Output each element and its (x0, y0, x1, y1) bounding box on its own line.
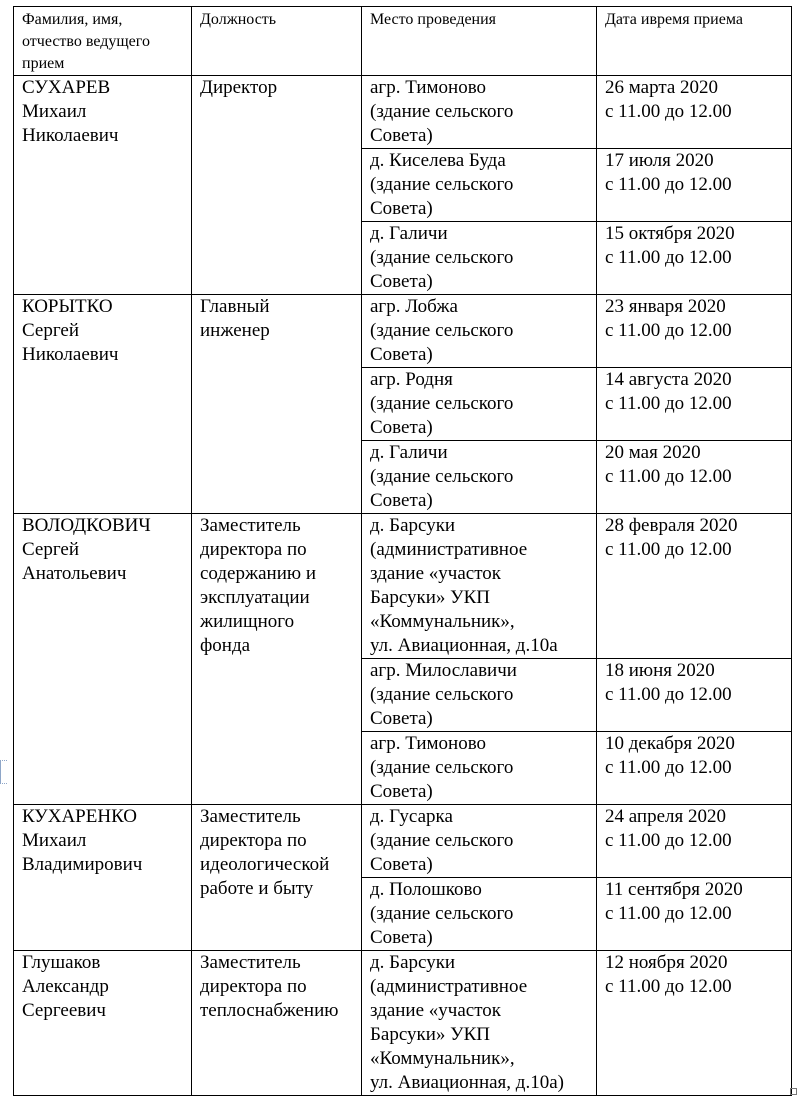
header-datetime-text: Дата ивремя приема (605, 11, 743, 28)
table-header (14, 7, 792, 76)
session-date: 18 июня 2020 с 11.00 до 12.00 (605, 660, 732, 705)
official-position: Главный инженер (200, 296, 270, 341)
session-date-cell (597, 295, 792, 368)
session-date: 10 декабря 2020 с 11.00 до 12.00 (605, 733, 735, 778)
session-date-cell (597, 732, 792, 805)
header-row (14, 7, 792, 76)
official-name-cell (14, 951, 192, 1096)
session-date-cell (597, 878, 792, 951)
official-position: Заместитель директора по содержанию и эксплуатации жилищного фонда (200, 515, 316, 656)
official-position-cell (192, 76, 362, 295)
session-date: 26 марта 2020 с 11.00 до 12.00 (605, 77, 732, 122)
session-place: д. Галичи (здание сельского Совета) (370, 442, 514, 511)
session-place-cell (362, 149, 597, 222)
session-date-cell (597, 514, 792, 659)
official-position-cell (192, 295, 362, 514)
table-row (14, 295, 792, 368)
session-date-cell (597, 368, 792, 441)
header-position (192, 7, 362, 76)
session-place-cell (362, 951, 597, 1096)
table-body (14, 76, 792, 1096)
session-place-cell (362, 878, 597, 951)
session-date-cell (597, 805, 792, 878)
session-date: 23 января 2020 с 11.00 до 12.00 (605, 296, 732, 341)
session-date-cell (597, 441, 792, 514)
session-date: 15 октября 2020 с 11.00 до 12.00 (605, 223, 735, 268)
session-place: д. Полошково (здание сельского Совета) (370, 879, 514, 948)
session-date-cell (597, 76, 792, 149)
header-place (362, 7, 597, 76)
session-place-cell (362, 514, 597, 659)
table-row (14, 514, 792, 659)
session-place: агр. Тимоново (здание сельского Совета) (370, 77, 514, 146)
session-place-cell (362, 368, 597, 441)
session-date: 17 июля 2020 с 11.00 до 12.00 (605, 150, 732, 195)
official-position-cell (192, 514, 362, 805)
session-date: 14 августа 2020 с 11.00 до 12.00 (605, 369, 732, 414)
reception-schedule-table (13, 6, 792, 1096)
table-row (14, 76, 792, 149)
official-name: ВОЛОДКОВИЧ Сергей Анатольевич (22, 515, 151, 584)
session-place: д. Барсуки (административное здание «участок Барсуки» УКП «Коммунальник», ул. Авиационная, д.10а (370, 515, 558, 656)
header-place-text: Место проведения (370, 11, 497, 28)
session-place: агр. Родня (здание сельского Совета) (370, 369, 514, 438)
session-place: д. Киселева Буда (здание сельского Совета) (370, 150, 514, 219)
official-position: Заместитель директора по теплоснабжению (200, 952, 339, 1021)
session-place: д. Гусарка (здание сельского Совета) (370, 806, 514, 875)
table-row (14, 805, 792, 878)
official-name-cell (14, 295, 192, 514)
official-position-cell (192, 805, 362, 951)
session-place-cell (362, 295, 597, 368)
session-date: 20 мая 2020 с 11.00 до 12.00 (605, 442, 732, 487)
session-place: д. Барсуки (административное здание «участок Барсуки» УКП «Коммунальник», ул. Авиационная, д.10а) (370, 952, 564, 1093)
header-position-text: Должность (200, 11, 277, 28)
left-edge-mark (0, 760, 7, 784)
official-name-cell (14, 805, 192, 951)
official-name: КУХАРЕНКО Михаил Владимирович (22, 806, 143, 875)
header-name (14, 7, 192, 76)
resize-corner-icon (790, 1088, 797, 1095)
session-place-cell (362, 659, 597, 732)
session-place: агр. Лобжа (здание сельского Совета) (370, 296, 514, 365)
session-date-cell (597, 659, 792, 732)
session-date: 11 сентября 2020 с 11.00 до 12.00 (605, 879, 743, 924)
session-place: д. Галичи (здание сельского Совета) (370, 223, 514, 292)
official-name: Глушаков Александр Сергеевич (22, 952, 109, 1021)
session-date-cell (597, 149, 792, 222)
official-name: СУХАРЕВ Михаил Николаевич (22, 77, 119, 146)
session-place-cell (362, 805, 597, 878)
table-row (14, 951, 792, 1096)
official-position: Заместитель директора по идеологической работе и быту (200, 806, 330, 899)
header-datetime (597, 7, 792, 76)
official-position: Директор (200, 77, 278, 98)
header-name-text: Фамилия, имя, отчество ведущего прием (22, 11, 150, 72)
session-place-cell (362, 732, 597, 805)
official-name-cell (14, 514, 192, 805)
session-date: 24 апреля 2020 с 11.00 до 12.00 (605, 806, 732, 851)
session-place-cell (362, 76, 597, 149)
session-place-cell (362, 222, 597, 295)
official-name: КОРЫТКО Сергей Николаевич (22, 296, 119, 365)
official-name-cell (14, 76, 192, 295)
official-position-cell (192, 951, 362, 1096)
session-place: агр. Тимоново (здание сельского Совета) (370, 733, 514, 802)
session-place-cell (362, 441, 597, 514)
session-place: агр. Милославичи (здание сельского Совета) (370, 660, 517, 729)
session-date: 12 ноября 2020 с 11.00 до 12.00 (605, 952, 732, 997)
session-date-cell (597, 222, 792, 295)
session-date-cell (597, 951, 792, 1096)
session-date: 28 февраля 2020 с 11.00 до 12.00 (605, 515, 738, 560)
